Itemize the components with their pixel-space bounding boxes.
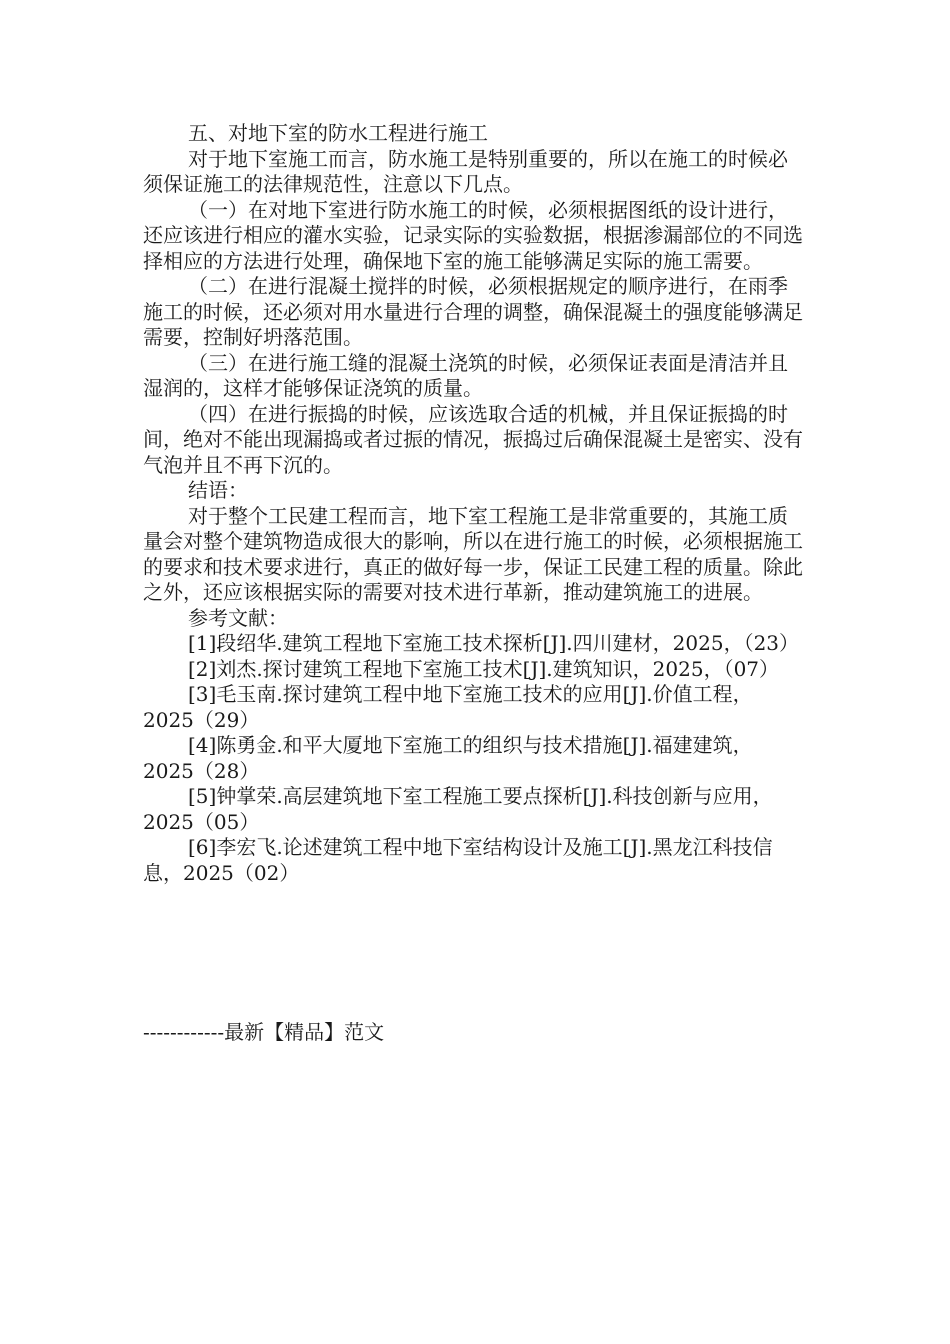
reference-item: [1]段绍华.建筑工程地下室施工技术探析[J].四川建材，2025，（23） (188, 631, 800, 655)
reference-item: [4]陈勇金.和平大厦地下室施工的组织与技术措施[J].福建建筑，2025（28） (143, 733, 753, 783)
list-item: （二）在进行混凝土搅拌的时候，必须根据规定的顺序进行，在雨季施工的时候，还必须对用水量进行合理的调整，确保混凝土的强度能够满足需要，控制好坍落范围。 (143, 274, 803, 349)
document-body (143, 121, 803, 886)
reference-item: [2]刘杰.探讨建筑工程地下室施工技术[J].建筑知识，2025，（07） (188, 656, 780, 681)
conclusion-text: 对于整个工民建工程而言，地下室工程施工是非常重要的，其施工质量会对整个建筑物造成很大的影响，所以在进行施工的时候，必须根据施工的要求和技术要求进行，真正的做好每一步，保证工民建工程的质量。除此之外，还应该根据实际的需要对技术进行革新，推动建筑施工的进展。 (143, 503, 803, 604)
section-intro: 对于地下室施工而言，防水施工是特别重要的，所以在施工的时候必须保证施工的法律规范性，注意以下几点。 (143, 146, 788, 196)
list-item: （四）在进行振捣的时候，应该选取合适的机械，并且保证振捣的时间，绝对不能出现漏捣或者过振的情况，振捣过后确保混凝土是密实、没有气泡并且不再下沉的。 (143, 401, 803, 477)
reference-item: [6]李宏飞.论述建筑工程中地下室结构设计及施工[J].黑龙江科技信息，2025（02） (143, 835, 773, 885)
reference-item: [5]钟掌荣.高层建筑地下室工程施工要点探析[J].科技创新与应用，2025（05） (143, 784, 773, 834)
section-heading: 五、对地下室的防水工程进行施工 (188, 121, 488, 145)
list-item: （三）在进行施工缝的混凝土浇筑的时候，必须保证表面是清洁并且湿润的，这样才能够保证浇筑的质量。 (143, 350, 788, 400)
references-label: 参考文献： (188, 605, 288, 630)
conclusion-label: 结语： (188, 478, 248, 502)
reference-item: [3]毛玉南.探讨建筑工程中地下室施工技术的应用[J].价值工程，2025（29） (143, 682, 753, 732)
footer-label: ------------最新【精品】范文 (143, 1020, 385, 1044)
list-item: （一）在对地下室进行防水施工的时候，必须根据图纸的设计进行，还应该进行相应的灌水实验，记录实际的实验数据，根据渗漏部位的不同选择相应的方法进行处理，确保地下室的施工能够满足实际的施工需要。 (143, 197, 803, 273)
